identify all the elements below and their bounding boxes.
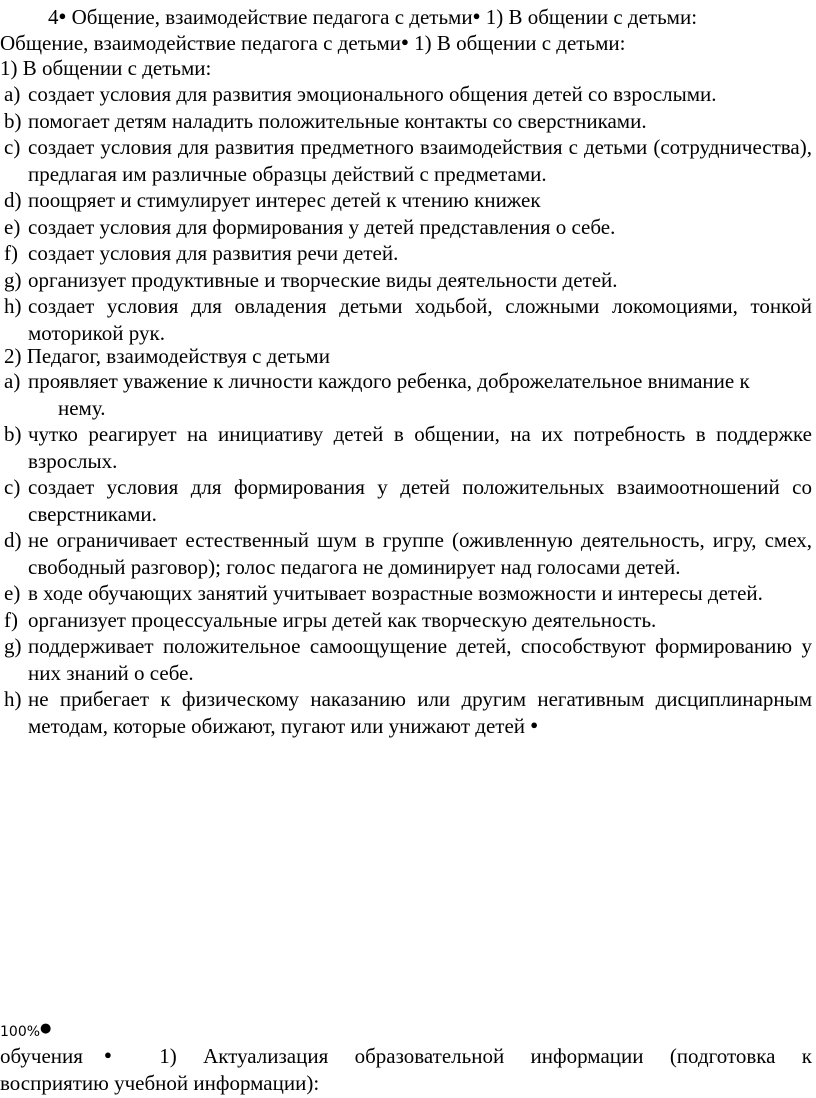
list-marker: a) [4, 82, 21, 106]
list-item-text: создает условия для овладения детьми ходьбой, сложными локомоциями, тонкой моторикой рук. [28, 294, 812, 345]
section2-heading: 2) Педагог, взаимодействуя с детьми [4, 344, 330, 368]
list-item-text: организует процессуальные игры детей как творческую деятельность. [28, 607, 657, 632]
list-marker: a) [4, 369, 21, 393]
list-item-continuation: нему. [58, 395, 106, 420]
title-text: Общение, взаимодействие педагога с детьми [66, 5, 473, 29]
list-item-text: чутко реагирует на инициативу детей в общении, на их потребность в поддержке взрослых. [28, 422, 812, 473]
list-item [0, 240, 812, 267]
list-item-text: создает условия для развития речи детей. [28, 241, 399, 265]
list-item [0, 527, 812, 580]
list-item-text: проявляет уважение к личности каждого ребенка, доброжелательное внимание к [28, 369, 750, 393]
bullet-icon: ● [400, 34, 409, 49]
bullet-icon: ● [82, 1047, 133, 1062]
list-marker: e) [4, 581, 21, 605]
list-marker: b) [4, 422, 22, 446]
section1-heading: 1) В общении с детьми: [0, 56, 212, 80]
list-item [0, 81, 812, 108]
list-item-text: поддерживает положительное самоощущение детей, способствуют формированию у них знаний о себе. [28, 634, 812, 685]
list-marker: c) [4, 475, 21, 499]
list-marker: b) [4, 108, 22, 133]
list-item [0, 293, 812, 346]
percent-value: 100% [0, 1024, 41, 1040]
list-item-text: помогает детям наладить положительные контакты со сверстниками. [28, 108, 647, 133]
list-item-text: поощряет и стимулирует интерес детей к чтению книжек [28, 188, 541, 212]
list-item-text: организует продуктивные и творческие виды деятельности детей. [28, 267, 618, 292]
footer-line-1 [0, 1044, 812, 1071]
subtitle-tail: 1) В общении с детьми: [408, 31, 626, 55]
list-item [0, 214, 812, 241]
list-marker: f) [4, 607, 18, 632]
footer-text: 1) Актуализация образовательной информации (подготовка к [132, 1044, 812, 1068]
page-title [48, 4, 697, 33]
list-marker: f) [4, 241, 18, 265]
bullet-icon: ● [40, 1021, 52, 1036]
list-item [0, 187, 812, 214]
list-item [0, 421, 812, 474]
list-item [0, 686, 812, 742]
list-item-text: не прибегает к физическому наказанию или другим негативным дисциплинарным методам, которые обижают, пугают или унижают детей [28, 687, 812, 738]
list-item [0, 580, 812, 607]
percent-label [0, 1019, 51, 1046]
list-marker: h) [4, 687, 22, 711]
list-item-text: не ограничивает естественный шум в группе (оживленную деятельность, игру, смех, свободный разговор); голос педагога не доминирует над голосами детей. [28, 528, 812, 579]
list-item [0, 633, 812, 686]
title-tail: 1) В общении с детьми: [480, 5, 698, 29]
title-number: 4 [48, 5, 59, 29]
list-item-text: создает условия для формирования у детей представления о себе. [28, 214, 616, 239]
list-marker: c) [4, 135, 21, 159]
list-item [0, 108, 812, 135]
list-marker: g) [4, 634, 22, 658]
list-marker: e) [4, 214, 21, 239]
section2-list [0, 368, 812, 742]
list-marker: d) [4, 528, 22, 552]
list-item-text: создает условия для формирования у детей положительных взаимоотношений со сверстниками. [28, 475, 812, 526]
list-item-text: создает условия для развития эмоционального общения детей со взрослыми. [28, 82, 717, 106]
list-marker: g) [4, 267, 22, 292]
list-item [0, 267, 812, 294]
footer-line-2: восприятию учебной информации): [0, 1071, 320, 1095]
bullet-icon: ● [530, 716, 539, 732]
list-marker: d) [4, 188, 22, 212]
footer-word: обучения [0, 1044, 83, 1068]
list-item [0, 607, 812, 634]
bullet-icon: ● [472, 8, 481, 23]
list-marker: h) [4, 294, 22, 318]
list-item-text: в ходе обучающих занятий учитывает возрастные возможности и интересы детей. [28, 581, 763, 605]
list-item [0, 368, 812, 421]
list-item [0, 134, 812, 187]
bullet-icon: ● [58, 8, 67, 23]
list-item [0, 474, 812, 527]
section1-list [0, 81, 812, 346]
list-item-text: создает условия для развития предметного взаимодействия с детьми (сотрудничества), предлагая им различные образцы действий с предметами. [28, 135, 812, 186]
subtitle-text: Общение, взаимодействие педагога с детьми [0, 31, 401, 55]
